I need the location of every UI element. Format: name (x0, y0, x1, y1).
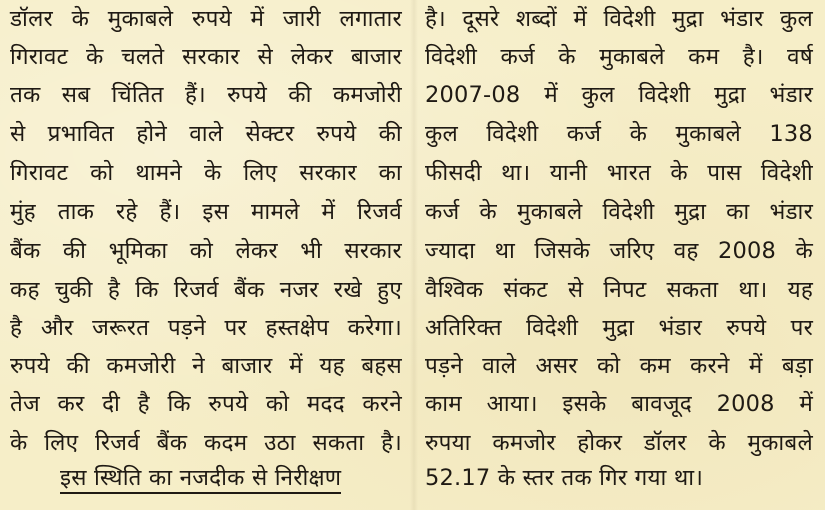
word: कर्ज (566, 121, 602, 147)
word: डॉलर (10, 6, 53, 32)
word: सकता (312, 430, 365, 456)
word: डॉलर (643, 430, 687, 456)
word: वाले (189, 121, 224, 147)
word: वैश्विक (425, 277, 484, 303)
word: बड़ा (781, 353, 813, 379)
left-line-3 (10, 84, 402, 107)
word: मुकाबले (107, 6, 174, 32)
right-line-4 (425, 123, 813, 146)
word: बैंक (156, 430, 188, 456)
word: सरकार (182, 44, 240, 70)
word: 2008 (716, 391, 775, 417)
word: को (265, 391, 290, 417)
word: मुद्रा (714, 82, 746, 108)
word: को (597, 353, 621, 379)
right-line-2 (425, 46, 813, 69)
right-column (420, 0, 825, 510)
word: चिंतित (111, 82, 164, 108)
word: रुपये (726, 315, 767, 341)
word: रिजर्व (357, 199, 402, 225)
left-line-4 (10, 123, 402, 146)
word: था। (501, 160, 531, 186)
word: की (66, 353, 90, 379)
word: पर (224, 315, 247, 341)
word: की (288, 82, 312, 108)
word: विदेशी (526, 315, 579, 341)
word: असर (535, 353, 578, 379)
word: दूसरे (462, 6, 500, 32)
word: हैं। (184, 82, 206, 108)
word: लेकर (290, 44, 334, 70)
word: के (479, 199, 497, 225)
word: यह (787, 277, 813, 303)
left-line-13: इस स्थिति का नजदीक से निरीक्षण (60, 467, 341, 490)
right-line-8 (425, 279, 813, 302)
word: जिसके (534, 238, 591, 264)
word: शब्दों (515, 6, 557, 32)
word: के (795, 238, 813, 264)
word: कुल (581, 82, 615, 108)
word: इस (202, 199, 230, 225)
word: रिजर्व (173, 277, 219, 303)
word: विदेशी (425, 44, 478, 70)
word: कि (167, 391, 191, 417)
word: रुपया (425, 430, 471, 456)
word: में (573, 6, 588, 32)
word: था (494, 238, 515, 264)
word: बाजार (221, 353, 273, 379)
word: वह (673, 238, 699, 264)
word: के (10, 430, 28, 456)
word: कमजोर (492, 430, 556, 456)
word: लेकर (235, 238, 278, 264)
word: थामने (135, 160, 183, 186)
word: रिजर्व (95, 430, 140, 456)
word: विदेशी (603, 6, 656, 32)
word: भंडार (658, 315, 702, 341)
word: नजर (279, 277, 319, 303)
word: जारी (282, 6, 321, 32)
word: की (378, 121, 402, 147)
word: वर्ष (787, 44, 813, 70)
word: होकर (577, 430, 623, 456)
word: भंडार (720, 6, 764, 32)
left-line-8 (10, 279, 402, 302)
word: कदम (203, 430, 248, 456)
right-line-3 (425, 84, 813, 107)
word: था। (738, 277, 768, 303)
word: है। (742, 44, 764, 70)
word: विदेशी (602, 199, 655, 225)
word: कमजोरी (332, 82, 402, 108)
left-line-5 (10, 162, 402, 185)
word: है। (425, 6, 446, 32)
word: तेज (10, 391, 40, 417)
word: मुद्रा (674, 199, 707, 225)
word: से (567, 277, 584, 303)
word: मदद (306, 391, 345, 417)
word: भी (300, 238, 323, 264)
word: सब (61, 82, 91, 108)
word: रुपये (316, 121, 357, 147)
word: मुकाबले (675, 121, 741, 147)
word: बावजूद (631, 391, 692, 417)
word: 2008 (717, 238, 777, 264)
word: कर्ज (425, 199, 460, 225)
word: के (558, 44, 576, 70)
word: विदेशी (486, 121, 539, 147)
word: के (670, 160, 688, 186)
word: मामले (250, 199, 300, 225)
left-line-1 (10, 8, 402, 31)
word: हैं। (159, 199, 181, 225)
word: के (203, 160, 222, 186)
word: ज्यादा (425, 238, 476, 264)
word: दी (102, 391, 121, 417)
word: का (378, 160, 402, 186)
word: वाले (482, 353, 517, 379)
right-line-7 (425, 240, 813, 263)
word: यह (319, 353, 345, 379)
left-line-7 (10, 240, 402, 263)
right-line-13: 52.17 के स्तर तक गिर गया था। (425, 465, 704, 491)
word: में (748, 353, 763, 379)
word: सरकार (299, 160, 357, 186)
word: की (62, 238, 87, 264)
word: हस्तक्षेप (265, 315, 329, 341)
word: 2007-08 (425, 82, 521, 108)
word: रहे (116, 199, 138, 225)
word: में (799, 391, 813, 417)
left-line-12 (10, 432, 402, 455)
word: रुपये (208, 391, 249, 417)
word: अतिरिक्त (425, 315, 502, 341)
word: तक (10, 82, 41, 108)
word: है। (381, 430, 402, 456)
word: 138 (769, 121, 813, 147)
word: कम (639, 353, 671, 379)
word: में (250, 6, 265, 32)
word: होने (136, 121, 167, 147)
word: मुद्रा (671, 6, 704, 32)
word: जरिए (609, 238, 655, 264)
right-line-12 (425, 432, 813, 455)
word: के (71, 6, 90, 32)
word: यानी (549, 160, 588, 186)
word: को (189, 238, 214, 264)
word: काम (425, 391, 462, 417)
word: बहस (361, 353, 402, 379)
word: संकट (503, 277, 548, 303)
word: भंडार (769, 199, 813, 225)
word: सकता (666, 277, 719, 303)
left-line-2 (10, 46, 402, 69)
word: में (289, 353, 303, 379)
word: भूमिका (108, 238, 168, 264)
word: लिए (243, 160, 278, 186)
word: करेगा। (347, 315, 402, 341)
word: सेक्टर (245, 121, 295, 147)
right-line-10 (425, 355, 813, 378)
word: करने (690, 353, 730, 379)
word: फीसदी (425, 160, 482, 186)
word: कह (10, 277, 40, 303)
word: लगातार (339, 6, 402, 32)
right-line-5 (425, 162, 813, 185)
word: बाजार (350, 44, 402, 70)
word: के (86, 44, 104, 70)
word: में (544, 82, 558, 108)
word: विदेशी (638, 82, 691, 108)
right-line-11 (425, 393, 813, 416)
word: और (40, 315, 74, 341)
word: कुल (780, 6, 813, 32)
word: मुकाबले (599, 44, 665, 70)
word: चलते (121, 44, 165, 70)
word: पड़ने (167, 315, 206, 341)
column-gutter (410, 0, 418, 510)
word: है (10, 315, 23, 341)
word: पास (707, 160, 742, 186)
word: है (137, 391, 150, 417)
left-line-6 (10, 201, 402, 224)
word: है (107, 277, 121, 303)
word: करने (362, 391, 402, 417)
word: के (629, 121, 648, 147)
word: मुकाबले (516, 199, 583, 225)
word: रखे (333, 277, 362, 303)
word: भारत (606, 160, 651, 186)
right-line-1 (425, 8, 813, 31)
right-line-9 (425, 317, 813, 340)
word: मुकाबले (747, 430, 813, 456)
word: रुपये (10, 353, 50, 379)
word: उठा (264, 430, 296, 456)
word: निपट (603, 277, 647, 303)
word: कमजोरी (106, 353, 176, 379)
word: कम (688, 44, 720, 70)
word: से (257, 44, 273, 70)
word: सरकार (344, 238, 402, 264)
word: बैंक (10, 238, 41, 264)
word: प्रभावित (47, 121, 115, 147)
word: मुंह (10, 199, 36, 225)
word: इसके (562, 391, 607, 417)
word: के (708, 430, 726, 456)
word: जरूरत (92, 315, 150, 341)
word: ताक (57, 199, 95, 225)
word: कुल (425, 121, 458, 147)
word: को (90, 160, 114, 186)
word: में (321, 199, 336, 225)
word: पर (790, 315, 813, 341)
word: पड़ने (425, 353, 463, 379)
left-line-11 (10, 393, 402, 416)
left-line-9 (10, 317, 402, 340)
word: लिए (44, 430, 79, 456)
word: चुकी (54, 277, 93, 303)
word: का (726, 199, 750, 225)
word: हुए (377, 277, 402, 303)
word: कि (135, 277, 159, 303)
word: कर्ज (500, 44, 535, 70)
word: से (10, 121, 26, 147)
word: ने (192, 353, 205, 379)
left-column (0, 0, 408, 510)
word: मुद्रा (602, 315, 635, 341)
word: गिरावट (10, 160, 69, 186)
word: गिरावट (10, 44, 69, 70)
word: कर (57, 391, 85, 417)
word: रुपये (227, 82, 268, 108)
left-line-10 (10, 355, 402, 378)
word: विदेशी (760, 160, 813, 186)
word: बैंक (233, 277, 265, 303)
right-line-6 (425, 201, 813, 224)
word: भंडार (769, 82, 813, 108)
word: रुपये (191, 6, 232, 32)
word: आया। (486, 391, 538, 417)
